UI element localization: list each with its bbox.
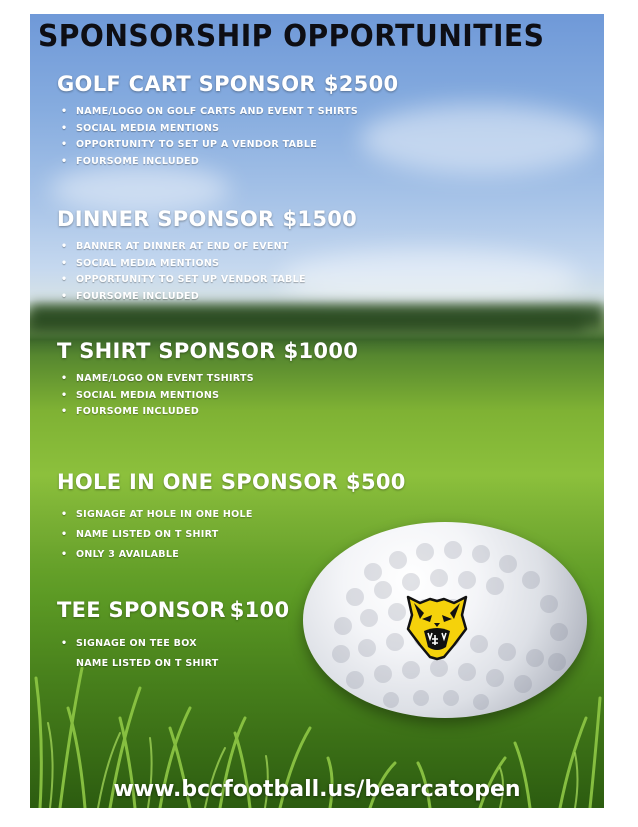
sponsor-name: DINNER SPONSOR xyxy=(57,207,275,231)
section-heading xyxy=(57,598,289,622)
bullet-icon: • xyxy=(61,509,68,520)
list-item: • SOCIAL MEDIA MENTIONS xyxy=(61,389,220,401)
bullet-icon: • xyxy=(61,139,68,150)
section-heading xyxy=(57,470,406,494)
sponsor-name: T SHIRT SPONSOR xyxy=(57,339,276,363)
tree-line xyxy=(30,314,584,332)
bullet-icon: • xyxy=(61,389,68,401)
bearcat-mascot-graphic xyxy=(402,589,472,661)
bullet-icon: • xyxy=(61,638,68,649)
list-item: • BANNER AT DINNER AT END OF EVENT xyxy=(61,241,289,252)
list-item: • FOURSOME INCLUDED xyxy=(61,406,200,417)
sponsor-name: GOLF CART SPONSOR xyxy=(57,72,316,96)
list-item: • NAME/LOGO ON GOLF CARTS AND EVENT T SHIRTS xyxy=(61,106,359,117)
list-item: • ONLY 3 AVAILABLE xyxy=(61,549,179,560)
bullet-icon: • xyxy=(61,106,68,117)
bullet-icon: • xyxy=(61,290,68,302)
list-item: • OPPORTUNITY TO SET UP VENDOR TABLE xyxy=(61,274,306,285)
section-heading xyxy=(57,339,358,363)
bullet-icon: • xyxy=(61,155,68,167)
bullet-icon: • xyxy=(61,529,68,540)
bearcat-mascot-icon xyxy=(402,589,472,661)
list-item: • OPPORTUNITY TO SET UP A VENDOR TABLE xyxy=(61,139,317,150)
bullet-icon: • xyxy=(61,122,68,134)
sponsor-price: $1000 xyxy=(283,339,359,363)
sponsor-price: $500 xyxy=(346,470,406,494)
list-item: • SIGNAGE ON TEE BOX xyxy=(61,638,197,649)
list-item: • NAME LISTED ON T SHIRT xyxy=(61,529,219,540)
sponsor-price: $1500 xyxy=(282,207,358,231)
list-item: • NAME/LOGO ON EVENT TSHIRTS xyxy=(61,373,254,384)
list-item: • FOURSOME INCLUDED xyxy=(61,155,200,167)
bullet-icon: • xyxy=(61,257,68,269)
page-title: SPONSORSHIP OPPORTUNITIES xyxy=(38,19,545,54)
bullet-icon: • xyxy=(61,241,68,252)
section-tee-sponsor xyxy=(57,598,289,669)
list-item: NAME LISTED ON T SHIRT xyxy=(76,658,219,669)
section-t-shirt-sponsor xyxy=(57,339,358,417)
bullet-icon: • xyxy=(61,373,68,384)
event-url[interactable]: www.bccfootball.us/bearcatopen xyxy=(113,777,521,802)
section-dinner-sponsor xyxy=(57,207,357,302)
list-item: • FOURSOME INCLUDED xyxy=(61,290,200,302)
list-item: • SOCIAL MEDIA MENTIONS xyxy=(61,257,220,269)
bullet-icon: • xyxy=(61,549,68,560)
sponsor-name: HOLE IN ONE SPONSOR xyxy=(57,470,339,494)
sponsor-price: $100 xyxy=(229,598,290,622)
section-heading xyxy=(57,72,398,96)
sponsor-name: TEE SPONSOR xyxy=(57,598,226,622)
list-item: • SIGNAGE AT HOLE IN ONE HOLE xyxy=(61,509,253,520)
list-item: • SOCIAL MEDIA MENTIONS xyxy=(61,122,220,134)
bullet-icon: • xyxy=(61,406,68,417)
section-golf-cart-sponsor xyxy=(57,72,398,167)
sponsor-price: $2500 xyxy=(323,72,399,96)
sponsorship-poster xyxy=(30,14,604,808)
bullet-icon: • xyxy=(61,274,68,285)
section-heading xyxy=(57,207,357,231)
